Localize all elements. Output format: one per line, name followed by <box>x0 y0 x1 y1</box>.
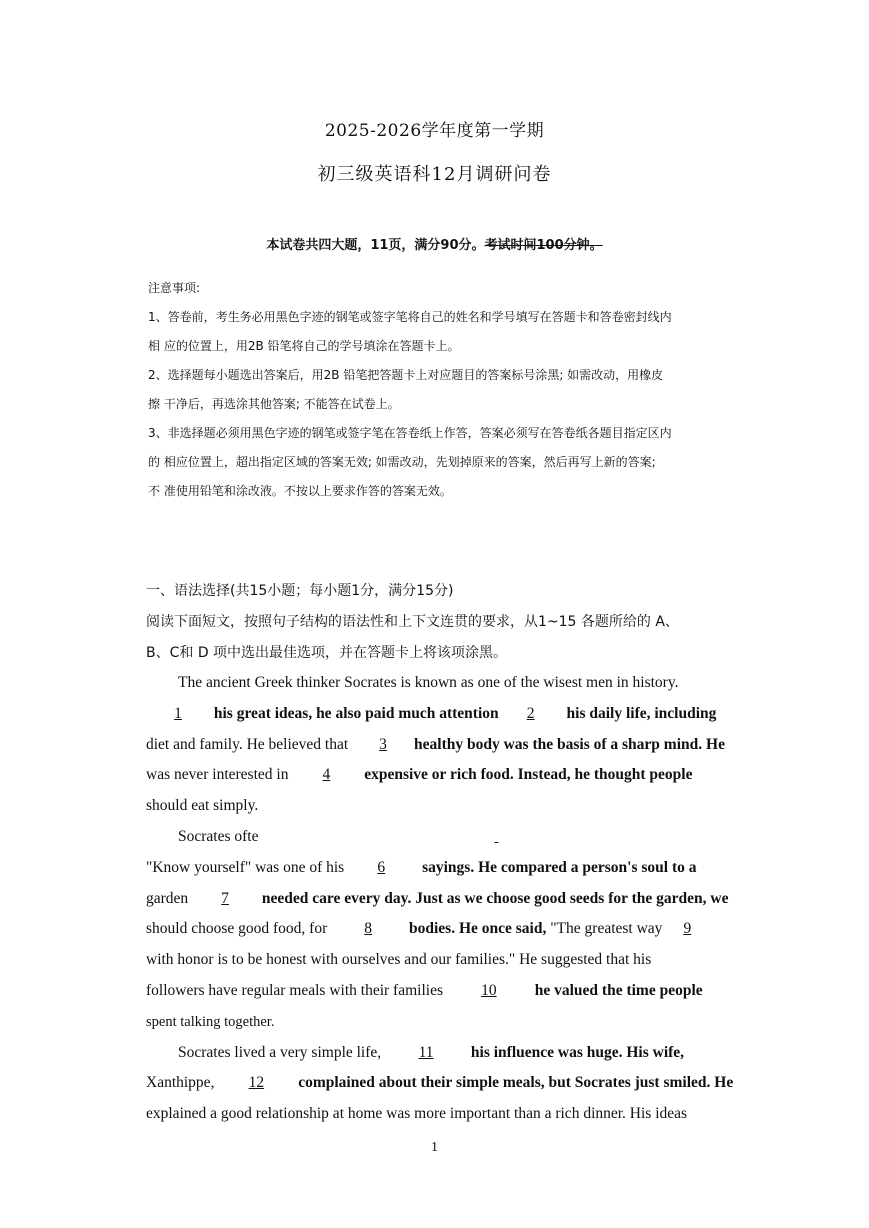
passage-text: his great ideas, he also paid much attention <box>213 704 499 722</box>
passage-line <box>146 884 816 915</box>
passage-line <box>146 1099 816 1130</box>
passage-text: sayings. He compared a person's soul to a <box>422 858 697 876</box>
passage-line <box>146 914 816 945</box>
passage-text: diet and family. He believed that <box>146 735 349 753</box>
passage-text: explained a good relationship at home was more important than a rich dinner. His ideas <box>146 1105 688 1123</box>
notes-line: 擦 干净后，再选涂其他答案; 不能答在试卷上。 <box>148 397 400 411</box>
passage-text: Socrates lived a very simple life, <box>178 1043 382 1061</box>
passage-text: his daily life, including <box>566 704 717 722</box>
page-number: 1 <box>431 1140 438 1155</box>
passage-text: with honor is to be honest with ourselves and our families." He suggested that his <box>146 951 652 969</box>
section-title: 一、语法选择(共15小题；每小题1分，满分15分) <box>146 583 454 599</box>
intro-struck-text: 考试时间100分钟。 <box>484 238 603 253</box>
notes-line: 2、选择题每小题选出答案后，用2B 铅笔把答题卡上对应题目的答案标号涂黑; 如需改动，用橡皮 <box>148 368 664 382</box>
blank-2: 2 <box>526 704 535 722</box>
passage-text: expensive or rich food. Instead, he thought people <box>364 766 693 784</box>
instruction-line: B、C和 D 项中选出最佳选项，并在答题卡上将该项涂黑。 <box>146 645 508 661</box>
passage-text: his influence was huge. His wife, <box>470 1043 685 1061</box>
passage-text: "Know yourself" was one of his <box>146 858 345 876</box>
passage-text: he valued the time people <box>534 981 703 999</box>
intro-main: 本试卷共四大题，11页，满分90分。 <box>266 238 485 253</box>
passage-line <box>146 699 816 730</box>
blank-3: 3 <box>379 735 387 753</box>
passage-text: spent talking together. <box>146 1013 275 1030</box>
notes-line: 不 准使用铅笔和涂改液。不按以上要求作答的答案无效。 <box>148 484 452 498</box>
passage-text: complained about their simple meals, but Socrates just smiled. He <box>298 1074 734 1092</box>
passage-text: The ancient Greek thinker Socrates is known as one of the wisest men in history. <box>178 674 679 691</box>
notes-block <box>148 274 808 506</box>
blank-10: 10 <box>481 981 497 999</box>
blank-5 <box>463 822 529 853</box>
passage-line <box>146 853 816 884</box>
passage-line <box>146 822 816 853</box>
passage-text: bodies. He once said, <box>409 920 547 938</box>
passage-text: followers have regular meals with their families <box>146 981 443 999</box>
blank-4: 4 <box>322 766 331 784</box>
passage-text: was never interested in <box>146 766 289 784</box>
passage-line <box>146 1007 816 1038</box>
notes-heading: 注意事项: <box>148 281 201 295</box>
section-instructions <box>146 607 826 669</box>
notes-line: 1、答卷前，考生务必用黑色字迹的钢笔或签字笔将自己的姓名和学号填写在答题卡和答卷密封线内 <box>148 310 672 324</box>
notes-line: 相 应的位置上，用2B 铅笔将自己的学号填涂在答题卡上。 <box>148 339 460 353</box>
blank-8: 8 <box>364 920 372 938</box>
passage-text: Xanthippe, <box>146 1074 215 1092</box>
passage-text: should choose good food, for <box>146 920 328 938</box>
blank-6: 6 <box>377 858 386 876</box>
passage-text: healthy body was the basis of a sharp mind. He <box>414 735 725 753</box>
blank-9: 9 <box>683 920 692 938</box>
blank-1: 1 <box>174 704 182 722</box>
notes-line: 3、非选择题必须用黑色字迹的钢笔或签字笔在答卷纸上作答，答案必须写在答卷纸各题目指定区内 <box>148 426 672 440</box>
passage-line <box>146 1038 816 1069</box>
passage-line <box>146 791 816 822</box>
blank-7: 7 <box>221 889 229 907</box>
notes-line: 的 相应位置上，超出指定区域的答案无效; 如需改动，先划掉原来的答案，然后再写上新的答案; <box>148 455 656 469</box>
passage-line <box>146 976 816 1007</box>
passage <box>146 668 816 1130</box>
exam-intro <box>0 234 869 253</box>
passage-line <box>146 1068 816 1099</box>
exam-paper-title: 初三级英语科12月调研问卷 <box>317 164 552 185</box>
passage-text: "The greatest way <box>550 920 663 938</box>
instruction-line: 阅读下面短文，按照句子结构的语法性和上下文连贯的要求，从1~15 各题所给的 A、 <box>146 614 679 630</box>
exam-term-title: 2025-2026学年度第一学期 <box>324 121 545 141</box>
passage-line <box>146 730 816 761</box>
blank-12: 12 <box>248 1074 265 1092</box>
passage-line <box>146 760 816 791</box>
passage-line <box>146 945 816 976</box>
passage-line <box>146 668 816 699</box>
passage-text: Socrates ofte <box>178 827 259 845</box>
blank-11: 11 <box>418 1043 434 1061</box>
passage-text: garden <box>146 889 189 907</box>
passage-text: should eat simply. <box>146 797 259 815</box>
passage-text: needed care every day. Just as we choose good seeds for the garden, we <box>261 889 729 907</box>
